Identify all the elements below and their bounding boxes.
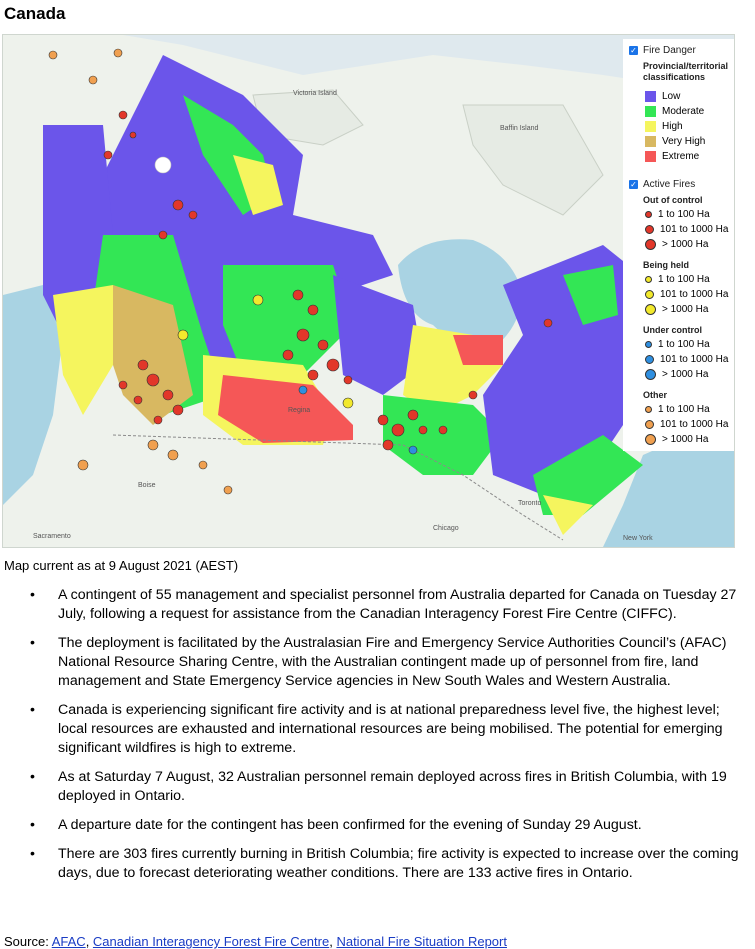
- legend-fire-size: [645, 224, 728, 235]
- source-link-afac[interactable]: AFAC: [51, 934, 86, 949]
- fire-point[interactable]: [163, 390, 173, 400]
- fire-point[interactable]: [178, 330, 188, 340]
- legend-fire-size-label: > 1000 Ha: [662, 369, 709, 380]
- fire-point[interactable]: [299, 386, 307, 394]
- fire-point[interactable]: [469, 391, 477, 399]
- legend-swatch: [645, 151, 656, 162]
- map-label-boise: Boise: [138, 482, 156, 489]
- legend-fire-size: [645, 289, 728, 300]
- legend-danger-class: [645, 121, 683, 132]
- legend-fire-danger-toggle[interactable]: [629, 45, 696, 56]
- map-label-baffin-island: Baffin Island: [500, 125, 539, 132]
- list-item: [0, 701, 740, 758]
- map-caption: Map current as at 9 August 2021 (AEST): [4, 558, 239, 573]
- fire-point[interactable]: [168, 450, 178, 460]
- fire-point[interactable]: [544, 319, 552, 327]
- legend-fire-size-label: 101 to 1000 Ha: [660, 354, 729, 365]
- legend-danger-class-label: Low: [662, 91, 681, 102]
- fire-point[interactable]: [297, 329, 309, 341]
- fire-point[interactable]: [344, 376, 352, 384]
- legend-fire-dot-icon: [645, 406, 652, 413]
- legend-fire-dot-icon: [645, 225, 654, 234]
- fire-point[interactable]: [439, 426, 447, 434]
- legend-fire-dot-icon: [645, 355, 654, 364]
- legend-fire-group-label: Out of control: [643, 195, 703, 205]
- fire-point[interactable]: [419, 426, 427, 434]
- bullet-icon: •: [30, 769, 35, 785]
- map-label-chicago: Chicago: [433, 525, 459, 532]
- legend-fire-size: [645, 434, 708, 445]
- fire-point[interactable]: [114, 49, 122, 57]
- legend-danger-class: [645, 136, 705, 147]
- legend-fire-size-label: > 1000 Ha: [662, 434, 709, 445]
- legend-fire-dot-icon: [645, 276, 652, 283]
- legend-fire-size-label: 101 to 1000 Ha: [660, 419, 729, 430]
- legend-fire-danger-subtitle: Provincial/territorial classifications: [643, 61, 729, 82]
- legend-swatch: [645, 91, 656, 102]
- fire-point[interactable]: [189, 211, 197, 219]
- legend-swatch: [645, 136, 656, 147]
- legend-fire-dot-icon: [645, 239, 656, 250]
- legend-fire-size: [645, 304, 708, 315]
- legend-danger-class-label: Extreme: [662, 151, 700, 162]
- fire-point[interactable]: [138, 360, 148, 370]
- map-legend: [623, 39, 734, 451]
- bullet-list: [0, 586, 740, 893]
- list-item: [0, 845, 740, 883]
- legend-danger-class-label: High: [662, 121, 683, 132]
- bullet-text: A departure date for the contingent has been confirmed for the evening of Sunday 29 August.: [58, 817, 642, 833]
- fire-point[interactable]: [409, 446, 417, 454]
- legend-fire-size: [645, 404, 710, 415]
- fire-point[interactable]: [119, 381, 127, 389]
- fire-point[interactable]: [173, 405, 183, 415]
- bullet-text: The deployment is facilitated by the Australasian Fire and Emergency Service Authorities Council’s (AFAC) National Resource Sharing Centre, with the Australian contingent made up of personnel from fire, land management and State Emergency Service agencies in New South Wales and Western Australia.: [58, 635, 727, 689]
- bullet-text: As at Saturday 7 August, 32 Australian personnel remain deployed across fires in British Columbia, with 19 deployed in Ontario.: [58, 769, 727, 804]
- legend-fire-size-label: 1 to 100 Ha: [658, 404, 710, 415]
- fire-point[interactable]: [147, 374, 159, 386]
- fire-point[interactable]: [392, 424, 404, 436]
- source-line: Source: AFAC, Canadian Interagency Forest Fire Centre, National Fire Situation Report: [4, 934, 507, 949]
- page-title: Canada: [4, 4, 66, 23]
- legend-fire-group-label: Under control: [643, 325, 703, 335]
- map-label-toronto: Toronto: [518, 500, 542, 507]
- list-item: [0, 768, 740, 806]
- map-label-regina: Regina: [288, 407, 311, 414]
- legend-danger-class-label: Very High: [662, 136, 706, 147]
- legend-fire-size-label: 101 to 1000 Ha: [660, 289, 729, 300]
- bullet-text: Canada is experiencing significant fire activity and is at national preparedness level five, the highest level; local resources are exhausted and international resources are being mobilised. The potential for emerging significant wildfires is high to extreme.: [58, 702, 723, 756]
- fire-point[interactable]: [308, 305, 318, 315]
- list-item: [0, 816, 740, 835]
- checkbox-checked-icon[interactable]: ✓: [630, 46, 637, 55]
- legend-fire-dot-icon: [645, 369, 656, 380]
- legend-fire-size-label: 1 to 100 Ha: [658, 339, 710, 350]
- fire-point[interactable]: [253, 295, 263, 305]
- fire-danger-map[interactable]: [2, 34, 735, 548]
- legend-fire-dot-icon: [645, 341, 652, 348]
- map-label-new-york: New York: [623, 535, 653, 542]
- legend-fire-size-label: 1 to 100 Ha: [658, 274, 710, 285]
- legend-danger-class: [645, 151, 699, 162]
- fire-point[interactable]: [154, 416, 162, 424]
- bullet-icon: •: [30, 817, 35, 833]
- legend-active-fires-toggle[interactable]: [629, 179, 695, 190]
- fire-point[interactable]: [327, 359, 339, 371]
- legend-swatch: [645, 106, 656, 117]
- legend-fire-size-label: 101 to 1000 Ha: [660, 224, 729, 235]
- fire-point[interactable]: [308, 370, 318, 380]
- legend-fire-danger-label: Fire Danger: [643, 45, 696, 56]
- legend-fire-size: [645, 369, 708, 380]
- legend-fire-size-label: > 1000 Ha: [662, 239, 709, 250]
- list-item: [0, 634, 740, 691]
- bullet-icon: •: [30, 587, 35, 603]
- legend-fire-group-label: Being held: [643, 260, 690, 270]
- fire-point[interactable]: [134, 396, 142, 404]
- legend-fire-group-label: Other: [643, 390, 668, 400]
- checkbox-checked-icon[interactable]: ✓: [630, 180, 637, 189]
- legend-fire-size-label: > 1000 Ha: [662, 304, 709, 315]
- legend-danger-class-label: Moderate: [662, 106, 705, 117]
- legend-fire-size-label: 1 to 100 Ha: [658, 209, 710, 220]
- legend-fire-dot-icon: [645, 420, 654, 429]
- fire-point[interactable]: [159, 231, 167, 239]
- fire-point[interactable]: [49, 51, 57, 59]
- legend-fire-size: [645, 354, 728, 365]
- fire-point[interactable]: [283, 350, 293, 360]
- fire-point[interactable]: [383, 440, 393, 450]
- legend-fire-size: [645, 274, 710, 285]
- legend-fire-size: [645, 419, 728, 430]
- fire-point[interactable]: [119, 111, 127, 119]
- source-link-nfsr[interactable]: National Fire Situation Report: [336, 934, 507, 949]
- bullet-icon: •: [30, 846, 35, 862]
- map-label-sacramento: Sacramento: [33, 533, 71, 540]
- legend-fire-dot-icon: [645, 211, 652, 218]
- legend-active-fires-label: Active Fires: [643, 179, 696, 190]
- fire-point[interactable]: [293, 290, 303, 300]
- fire-point[interactable]: [78, 460, 88, 470]
- map-label-victoria-island: Victoria Island: [293, 90, 337, 97]
- bullet-text: There are 303 fires currently burning in British Columbia; fire activity is expected to increase over the coming days, due to forecast deteriorating weather conditions. There are 133 active fires in Ontario.: [58, 846, 739, 881]
- source-label: Source:: [4, 934, 49, 949]
- fire-point[interactable]: [148, 440, 158, 450]
- bullet-icon: •: [30, 635, 35, 651]
- fire-point[interactable]: [408, 410, 418, 420]
- legend-fire-dot-icon: [645, 434, 656, 445]
- source-link-ciffc[interactable]: Canadian Interagency Forest Fire Centre: [92, 934, 330, 949]
- fire-point[interactable]: [224, 486, 232, 494]
- legend-fire-size: [645, 239, 708, 250]
- legend-fire-size: [645, 339, 710, 350]
- bullet-text: A contingent of 55 management and specialist personnel from Australia departed for Canada on Tuesday 27 July, following a request for assistance from the Canadian Interagency Forest Fire Centre (CIFFC).: [58, 587, 737, 622]
- bullet-icon: •: [30, 702, 35, 718]
- legend-danger-class: [645, 91, 680, 102]
- fire-point[interactable]: [199, 461, 207, 469]
- fire-point[interactable]: [318, 340, 328, 350]
- map-gap: [155, 157, 171, 173]
- legend-fire-dot-icon: [645, 304, 656, 315]
- legend-swatch: [645, 121, 656, 132]
- fire-point[interactable]: [104, 151, 112, 159]
- list-item: [0, 586, 740, 624]
- legend-fire-size: [645, 209, 710, 220]
- legend-danger-class: [645, 106, 704, 117]
- fire-point[interactable]: [343, 398, 353, 408]
- fire-point[interactable]: [378, 415, 388, 425]
- legend-fire-dot-icon: [645, 290, 654, 299]
- fire-point[interactable]: [173, 200, 183, 210]
- fire-point[interactable]: [89, 76, 97, 84]
- fire-point[interactable]: [130, 132, 136, 138]
